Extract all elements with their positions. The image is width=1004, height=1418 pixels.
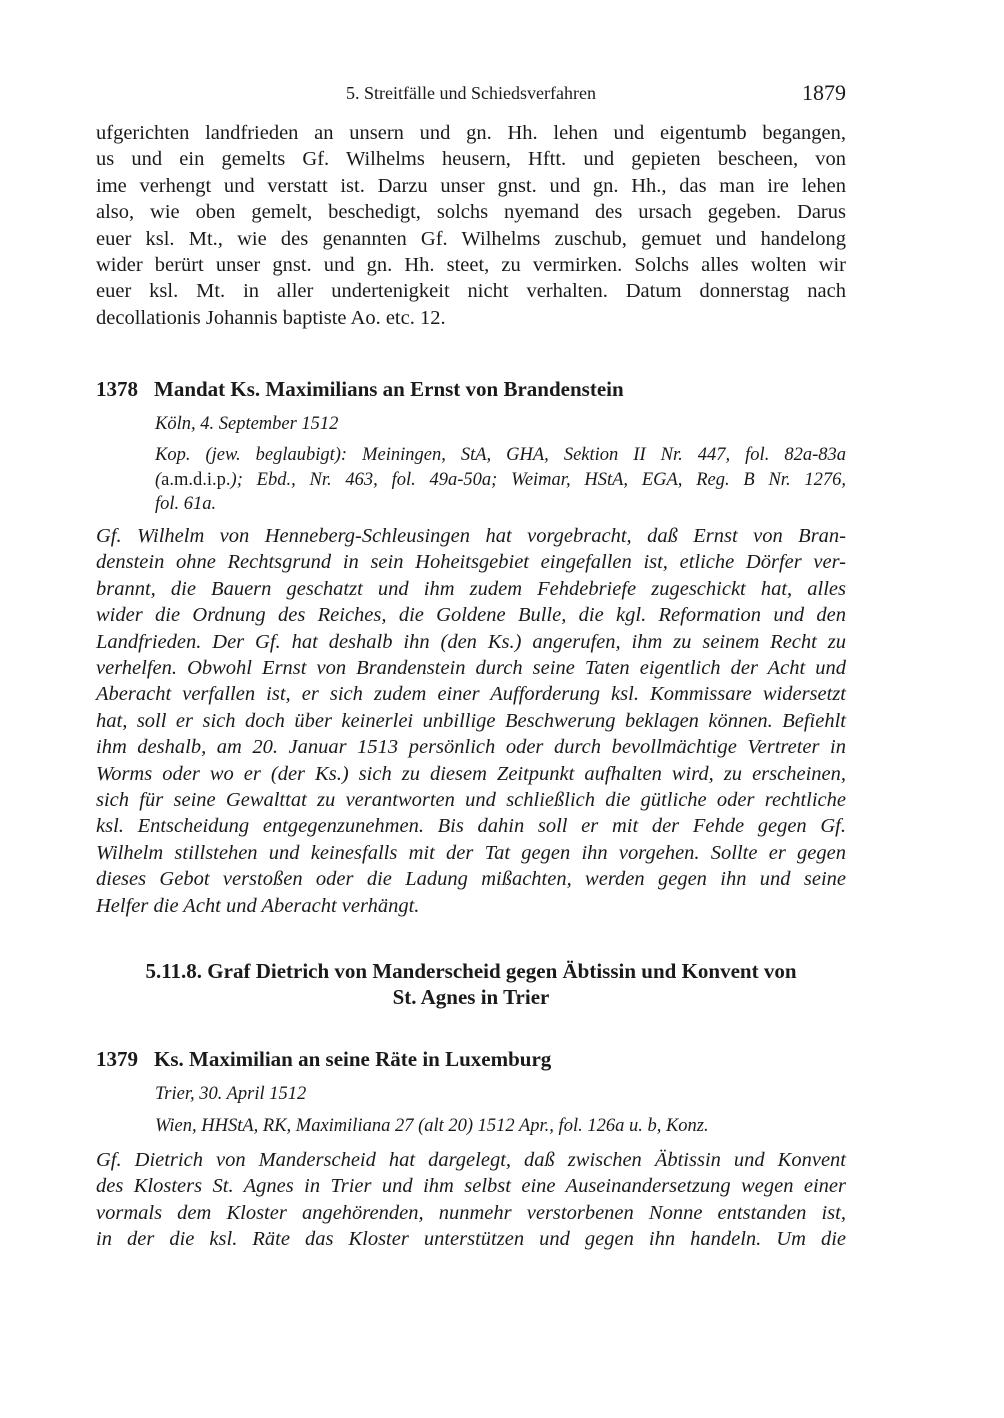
text-line: in der die ksl. Räte das Kloster unterstützen und gegen ihn handeln. Um die bbox=[96, 1228, 846, 1251]
text-line: Wilhelm stillstehen und keinesfalls mit der Tat gegen ihn vorgehen. Sollte er gegen bbox=[96, 841, 846, 864]
text-line: vormals dem Kloster angehörenden, nunmehr verstorbenen Nonne entstanden ist, bbox=[96, 1201, 846, 1224]
text-line: sich für seine Gewalttat zu verantworten und schließlich die gütliche oder rechtliche bbox=[96, 789, 846, 812]
text-line: dieses Gebot verstoßen oder die Ladung mißachten, werden gegen ihn und seine bbox=[96, 868, 846, 891]
text-line: Worms oder wo er (der Ks.) sich zu diesem Zeitpunkt aufhalten wird, zu erscheinen, bbox=[96, 762, 846, 785]
source-text: ); Ebd., Nr. 463, fol. 49a-50a; Weimar, HStA, EGA, Reg. B Nr. 1276, bbox=[230, 469, 846, 490]
source-text: ( bbox=[155, 469, 162, 490]
entry-title: Mandat Ks. Maximilians an Ernst von Brandenstein bbox=[154, 377, 624, 401]
entry-1379-place-date: Trier, 30. April 1512 bbox=[155, 1084, 307, 1104]
section-heading bbox=[96, 958, 846, 1011]
entry-1378-place-date: Köln, 4. September 1512 bbox=[155, 414, 339, 434]
running-header bbox=[96, 80, 846, 108]
entry-1378-heading bbox=[96, 377, 624, 402]
entry-1378-summary bbox=[96, 523, 846, 919]
entry-number: 1379 bbox=[96, 1047, 138, 1071]
section-heading-line: St. Agnes in Trier bbox=[392, 985, 550, 1010]
text-line: ihm deshalb, am 20. Januar 1513 persönlich oder durch bevollmächtige Vertreter in bbox=[96, 736, 846, 759]
intro-paragraph bbox=[96, 120, 846, 331]
text-line: verhelfen. Obwohl Ernst von Brandenstein durch seine Taten eigentlich der Acht und bbox=[96, 657, 846, 680]
entry-1378-source bbox=[155, 443, 846, 517]
text-line: wider berürt unser gnst. und gn. Hh. steet, zu vermirken. Solchs alles wolten wir bbox=[96, 254, 846, 277]
text-line: us und ein gemelts Gf. Wilhelms heusern, Hftt. und gepieten bescheen, von bbox=[96, 148, 846, 171]
text-line: Helfer die Acht und Aberacht verhängt. bbox=[96, 894, 420, 917]
entry-1379-source: Wien, HHStA, RK, Maximiliana 27 (alt 20) 1512 Apr., fol. 126a u. b, Konz. bbox=[155, 1116, 709, 1136]
text-line: Gf. Dietrich von Manderscheid hat dargelegt, daß zwischen Äbtissin und Konvent bbox=[96, 1149, 846, 1171]
text-line: ufgerichten landfrieden an unsern und gn. Hh. lehen und eigentumb begangen, bbox=[96, 122, 846, 144]
source-line: fol. 61a. bbox=[155, 494, 217, 514]
entry-1379-summary bbox=[96, 1147, 846, 1253]
text-line: Landfrieden. Der Gf. hat deshalb ihn (den Ks.) angerufen, ihm zu seinem Recht zu bbox=[96, 630, 846, 653]
text-line: decollationis Johannis baptiste Ao. etc. 12. bbox=[96, 306, 446, 329]
entry-1379-heading bbox=[96, 1047, 551, 1072]
text-line: Gf. Wilhelm von Henneberg-Schleusingen hat vorgebracht, daß Ernst von Bran- bbox=[96, 525, 846, 547]
section-heading-line: 5.11.8. Graf Dietrich von Manderscheid gegen Äbtissin und Konvent von bbox=[145, 959, 797, 983]
text-line: Aberacht verfallen ist, er sich zudem einer Aufforderung ksl. Kommissare widersetzt bbox=[96, 683, 846, 706]
text-line: denstein ohne Rechtsgrund in sein Hoheitsgebiet eingefallen ist, etliche Dörfer ver- bbox=[96, 551, 846, 574]
entry-number: 1378 bbox=[96, 377, 138, 401]
text-line: ksl. Entscheidung entgegenzunehmen. Bis dahin soll er mit der Fehde gegen Gf. bbox=[96, 815, 846, 838]
text-line: hat, soll er sich doch über keinerlei unbillige Beschwerung beklagen können. Befiehlt bbox=[96, 709, 846, 732]
running-title: 5. Streitfälle und Schiedsverfahren bbox=[346, 83, 596, 103]
text-line: euer ksl. Mt. in aller undertenigkeit nicht verhalten. Datum donnerstag nach bbox=[96, 280, 846, 303]
source-line: Kop. (jew. beglaubigt): Meiningen, StA, GHA, Sektion II Nr. 447, fol. 82a-83a bbox=[155, 445, 846, 465]
source-abbreviation: a.m.d.i.p. bbox=[161, 469, 231, 490]
text-line: also, wie oben gemelt, beschedigt, solchs nyemand des ursach gegeben. Darus bbox=[96, 201, 846, 224]
entry-title: Ks. Maximilian an seine Räte in Luxemburg bbox=[154, 1047, 552, 1071]
text-line: ime verhengt und verstatt ist. Darzu unser gnst. und gn. Hh., das man ire lehen bbox=[96, 174, 846, 197]
page-number: 1879 bbox=[802, 80, 846, 105]
text-line: des Klosters St. Agnes in Trier und ihm selbst eine Auseinandersetzung wegen einer bbox=[96, 1175, 846, 1198]
text-line: euer ksl. Mt., wie des genannten Gf. Wilhelms zuschub, gemuet und handelong bbox=[96, 227, 846, 250]
text-line: brannt, die Bauern geschatzt und ihm zudem Fehdebriefe zugeschickt hat, alles bbox=[96, 577, 846, 600]
text-line: wider die Ordnung des Reiches, die Goldene Bulle, die kgl. Reformation und den bbox=[96, 604, 846, 627]
